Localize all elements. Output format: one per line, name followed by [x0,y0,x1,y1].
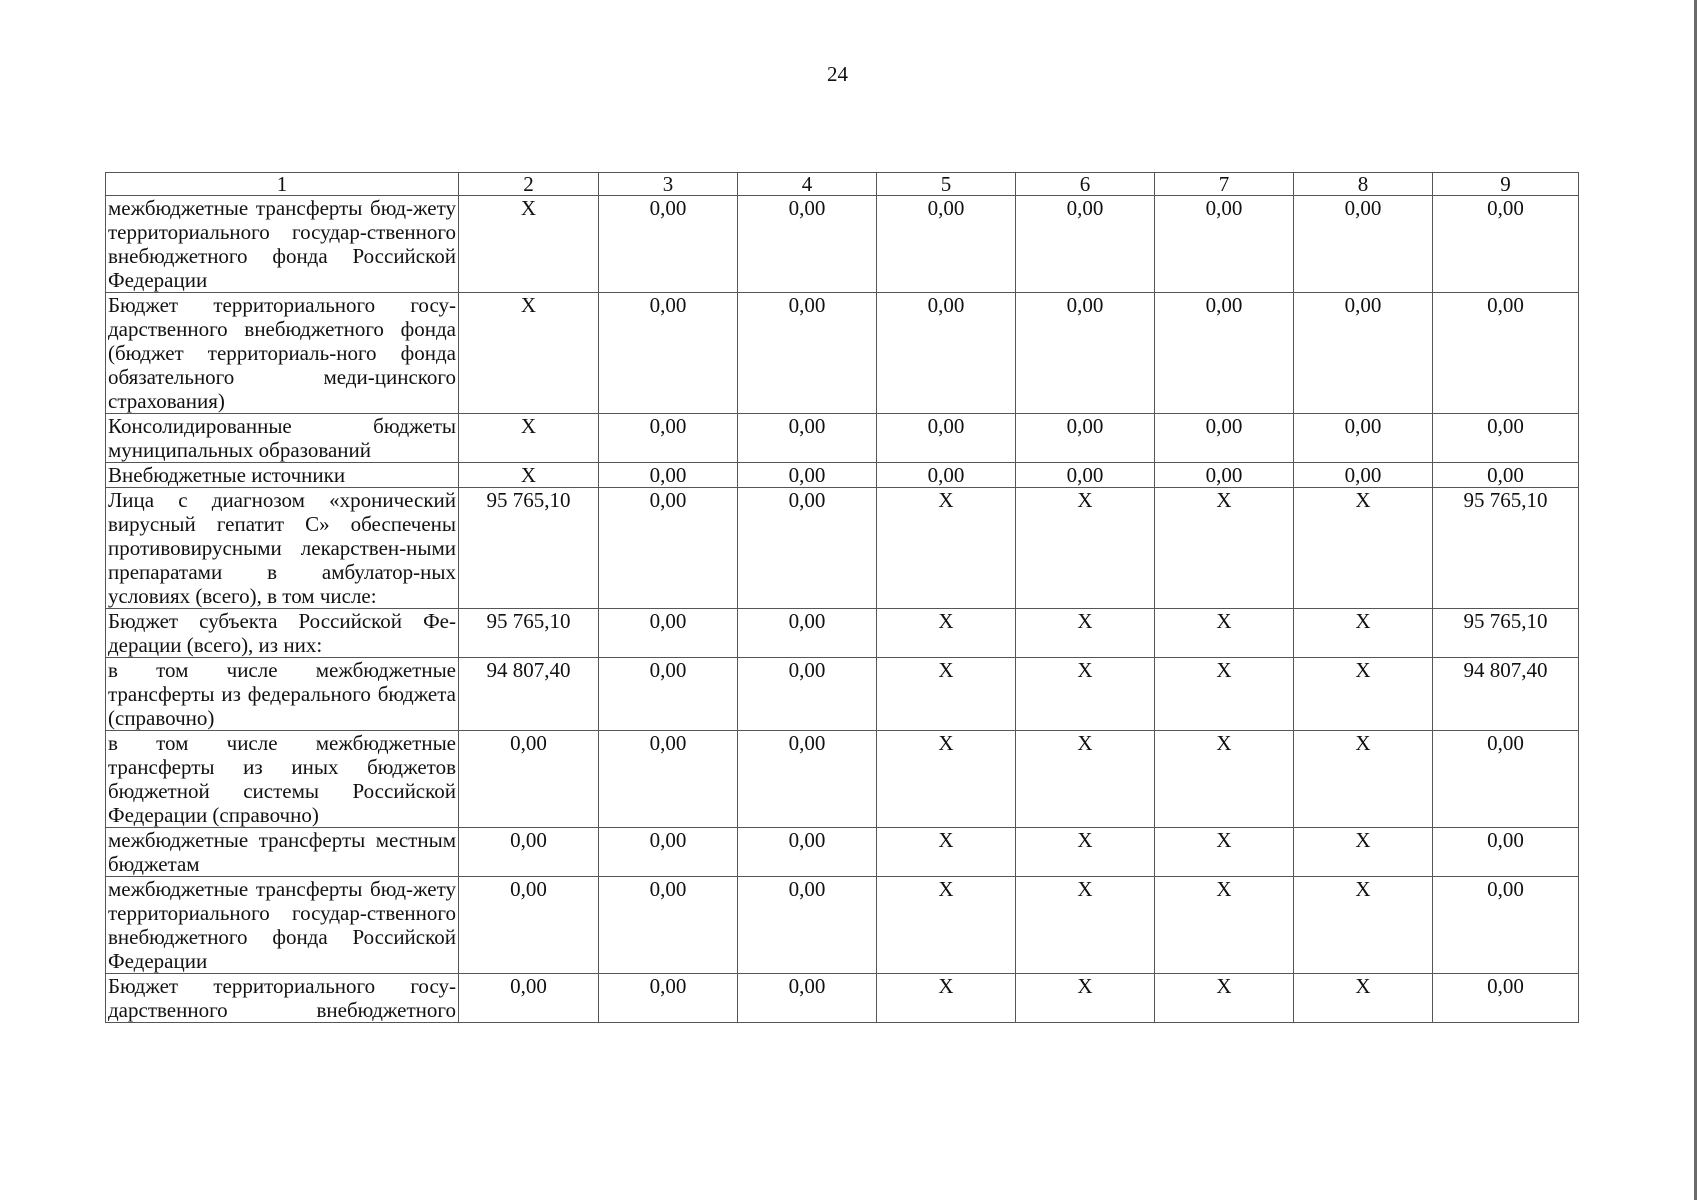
table-cell: 0,00 [599,488,738,609]
table-cell: X [1016,658,1155,731]
table-cell: 0,00 [599,609,738,658]
table-cell: X [1294,974,1433,1023]
table-row [106,488,1579,609]
table-cell: 0,00 [738,414,877,463]
column-header: 8 [1294,173,1433,196]
table-cell: 0,00 [1433,731,1579,828]
table-cell: X [1294,877,1433,974]
table-cell: X [1155,828,1294,877]
table-cell: X [1155,877,1294,974]
table-cell: 0,00 [599,658,738,731]
table-cell: 0,00 [599,414,738,463]
table-cell: 0,00 [1155,196,1294,293]
table-cell: 0,00 [1294,463,1433,488]
table-cell: 0,00 [877,414,1016,463]
column-header: 7 [1155,173,1294,196]
row-label: Бюджет территориального госу-дарственного внебюджетного фонда (бюджет территориаль-ного фонда обязательного меди-цинского страхования) [106,293,459,414]
table-cell: 95 765,10 [1433,609,1579,658]
table-cell: X [1016,974,1155,1023]
table-cell: 0,00 [1433,974,1579,1023]
row-label: Бюджет территориального госу-дарственного внебюджетного [106,974,459,1023]
table-cell: X [877,488,1016,609]
table-cell: 0,00 [459,974,599,1023]
column-header: 9 [1433,173,1579,196]
table-cell: 0,00 [738,463,877,488]
table-cell: X [1016,609,1155,658]
row-label: в том числе межбюджетные трансферты из иных бюджетов бюджетной системы Российской Федерации (справочно) [106,731,459,828]
table-cell: 0,00 [1155,463,1294,488]
row-label: межбюджетные трансферты бюд-жету территориального государ-ственного внебюджетного фонда Российской Федерации [106,196,459,293]
table-cell: X [877,877,1016,974]
table-cell: X [877,658,1016,731]
row-label: Бюджет субъекта Российской Фе-дерации (всего), из них: [106,609,459,658]
column-header: 3 [599,173,738,196]
table-cell: 0,00 [1016,293,1155,414]
table-cell: X [877,974,1016,1023]
table-cell: X [1155,658,1294,731]
table-cell: 0,00 [599,293,738,414]
table-cell: 0,00 [1433,293,1579,414]
table-row [106,877,1579,974]
table-cell: X [1016,488,1155,609]
table-row [106,463,1579,488]
table-cell: X [877,828,1016,877]
row-label: Консолидированные бюджеты муниципальных образований [106,414,459,463]
table-cell: 0,00 [599,974,738,1023]
table-cell: 0,00 [1433,196,1579,293]
table-cell: 0,00 [1016,196,1155,293]
table-cell: 95 765,10 [459,488,599,609]
table-cell: 0,00 [599,463,738,488]
table-cell: X [1155,609,1294,658]
column-header: 5 [877,173,1016,196]
table-cell: X [459,196,599,293]
table-row [106,293,1579,414]
table-cell: 0,00 [738,974,877,1023]
table-cell: 0,00 [738,828,877,877]
table-cell: 94 807,40 [1433,658,1579,731]
row-label: Лица с диагнозом «хронический вирусный гепатит С» обеспечены противовирусными лекарствен-ными препаратами в амбулатор-ных условиях (всего), в том числе: [106,488,459,609]
table-cell: 0,00 [738,609,877,658]
table-cell: 0,00 [738,658,877,731]
table-cell: X [1155,731,1294,828]
table-cell: 0,00 [738,731,877,828]
table-cell: X [877,731,1016,828]
budget-table [105,172,1579,1023]
row-label: межбюджетные трансферты бюд-жету территориального государ-ственного внебюджетного фонда Российской Федерации [106,877,459,974]
row-label: в том числе межбюджетные трансферты из федерального бюджета (справочно) [106,658,459,731]
column-header: 6 [1016,173,1155,196]
table-row [106,196,1579,293]
header-row [106,173,1579,196]
table-cell: X [1294,658,1433,731]
table-cell: 0,00 [599,196,738,293]
table-row [106,658,1579,731]
table-cell: 0,00 [1433,828,1579,877]
column-header: 1 [106,173,459,196]
table-cell: 0,00 [877,293,1016,414]
table-cell: 0,00 [459,877,599,974]
table-cell: X [1294,609,1433,658]
table-cell: 0,00 [738,293,877,414]
table-cell: X [1294,488,1433,609]
table-cell: 94 807,40 [459,658,599,731]
table-row [106,414,1579,463]
table-cell: 0,00 [877,463,1016,488]
table-cell: X [1294,731,1433,828]
table-cell: 0,00 [459,731,599,828]
table-cell: 95 765,10 [459,609,599,658]
table-cell: 0,00 [599,877,738,974]
table-cell: 0,00 [1433,877,1579,974]
table-cell: 0,00 [1294,293,1433,414]
table-cell: 0,00 [738,488,877,609]
table-cell: 0,00 [599,828,738,877]
table-cell: 0,00 [877,196,1016,293]
table-cell: 0,00 [1433,414,1579,463]
table-cell: 0,00 [1433,463,1579,488]
table-cell: X [1155,974,1294,1023]
table-cell: 0,00 [738,877,877,974]
table-cell: X [1016,731,1155,828]
table-row [106,828,1579,877]
table-cell: 0,00 [1294,196,1433,293]
table-cell: 0,00 [1016,414,1155,463]
page-number: 24 [827,62,848,86]
row-label: Внебюджетные источники [106,463,459,488]
table-cell: 0,00 [1294,414,1433,463]
table-cell: X [1155,488,1294,609]
column-header: 4 [738,173,877,196]
table-cell: 0,00 [459,828,599,877]
row-label: межбюджетные трансферты местным бюджетам [106,828,459,877]
table-cell: X [459,463,599,488]
table-cell: 0,00 [1155,414,1294,463]
table-cell: 95 765,10 [1433,488,1579,609]
table-row [106,609,1579,658]
table-cell: X [1016,877,1155,974]
table-cell: X [459,293,599,414]
table-cell: 0,00 [1155,293,1294,414]
table-cell: X [459,414,599,463]
table-cell: 0,00 [599,731,738,828]
column-header: 2 [459,173,599,196]
table-row [106,731,1579,828]
table-cell: X [1294,828,1433,877]
table-cell: 0,00 [738,196,877,293]
table-cell: X [1016,828,1155,877]
table-row [106,974,1579,1023]
table-cell: 0,00 [1016,463,1155,488]
table-cell: X [877,609,1016,658]
